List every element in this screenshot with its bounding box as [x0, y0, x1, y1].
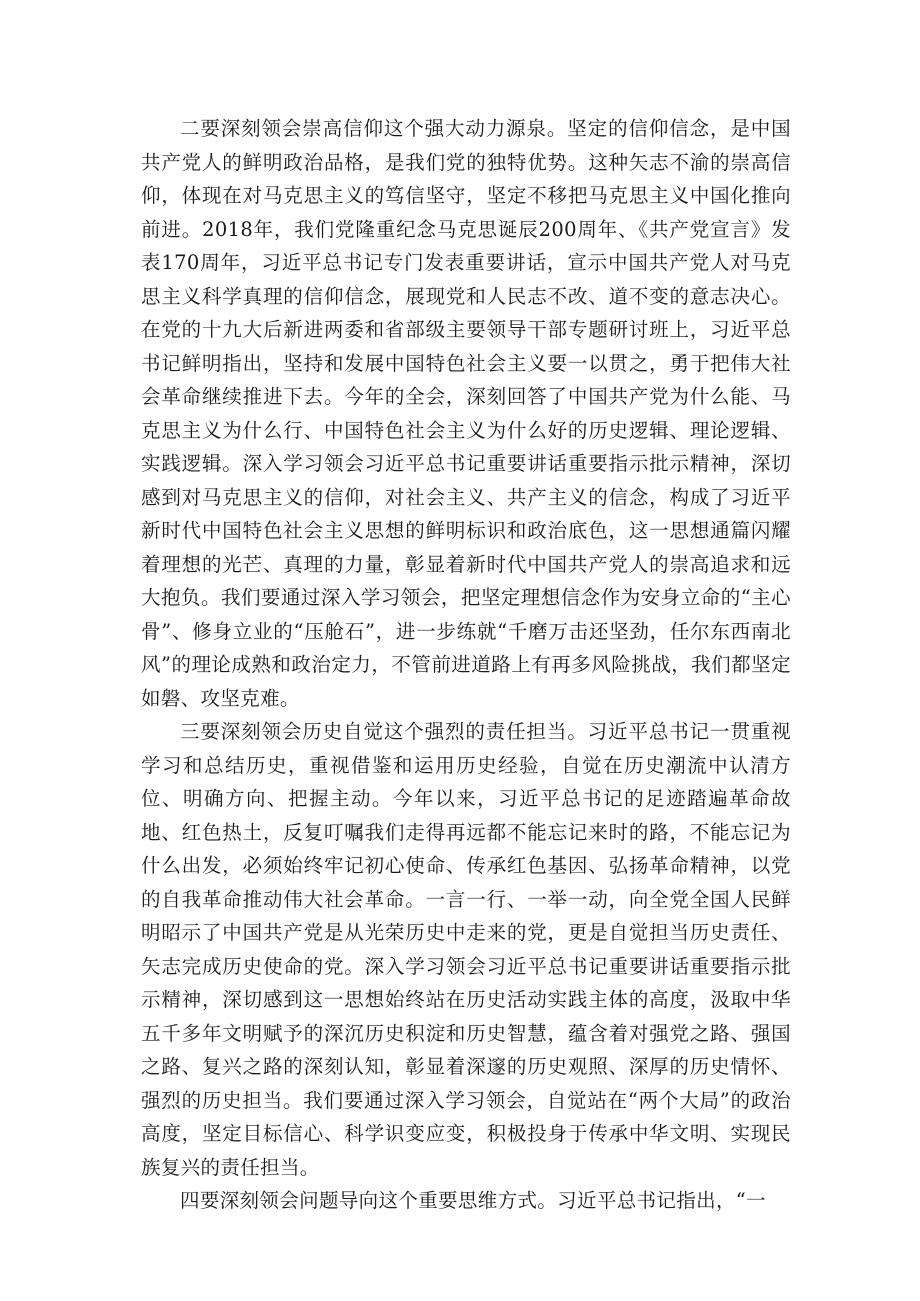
document-body [141, 112, 791, 1218]
paragraph-history: 三要深刻领会历史自觉这个强烈的责任担当。习近平总书记一贯重视学习和总结历史，重视借鉴和运用历史经验，自觉在历史潮流中认清方位、明确方向、把握主动。今年以来，习近平总书记的足迹踏遍革命故地、红色热土，反复叮嘱我们走得再远都不能忘记来时的路，不能忘记为什么出发，必须始终牢记初心使命、传承红色基因、弘扬革命精神，以党的自我革命推动伟大社会革命。一言一行、一举一动，向全党全国人民鲜明昭示了中国共产党是从光荣历史中走来的党，更是自觉担当历史责任、矢志完成历史使命的党。深入学习领会习近平总书记重要讲话重要指示批示精神，深切感到这一思想始终站在历史活动实践主体的高度，汲取中华五千多年文明赋予的深沉历史积淀和历史智慧，蕴含着对强党之路、强国之路、复兴之路的深刻认知，彰显着深邃的历史观照、深厚的历史情怀、强烈的历史担当。我们要通过深入学习领会，自觉站在“两个大局”的政治高度，坚定目标信心、科学识变应变，积极投身于传承中华文明、实现民族复兴的责任担当。 [141, 720, 791, 1179]
paragraph-problem-orientation: 四要深刻领会问题导向这个重要思维方式。习近平总书记指出，“一 [180, 1189, 766, 1212]
paragraph-faith: 二要深刻领会崇高信仰这个强大动力源泉。坚定的信仰信念，是中国共产党人的鲜明政治品格，是我们党的独特优势。这种矢志不渝的崇高信仰，体现在对马克思主义的笃信坚守，坚定不移把马克思主义中国化推向前进。2018年，我们党隆重纪念马克思诞辰200周年、《共产党宣言》发表170周年，习近平总书记专门发表重要讲话，宣示中国共产党人对马克思主义科学真理的信仰信念，展现党和人民志不改、道不变的意志决心。在党的十九大后新进两委和省部级主要领导干部专题研讨班上，习近平总书记鲜明指出，坚持和发展中国特色社会主义要一以贯之，勇于把伟大社会革命继续推进下去。今年的全会，深刻回答了中国共产党为什么能、马克思主义为什么行、中国特色社会主义为什么好的历史逻辑、理论逻辑、实践逻辑。深入学习领会习近平总书记重要讲话重要指示批示精神，深切感到对马克思主义的信仰，对社会主义、共产主义的信念，构成了习近平新时代中国特色社会主义思想的鲜明标识和政治底色，这一思想通篇闪耀着理想的光芒、真理的力量，彰显着新时代中国共产党人的崇高追求和远大抱负。我们要通过深入学习领会，把坚定理想信念作为安身立命的“主心骨”、修身立业的“压舱石”，进一步练就“千磨万击还坚劲，任尔东西南北风”的理论成熟和政治定力，不管前进道路上有再多风险挑战，我们都坚定如磐、攻坚克难。 [141, 117, 791, 710]
